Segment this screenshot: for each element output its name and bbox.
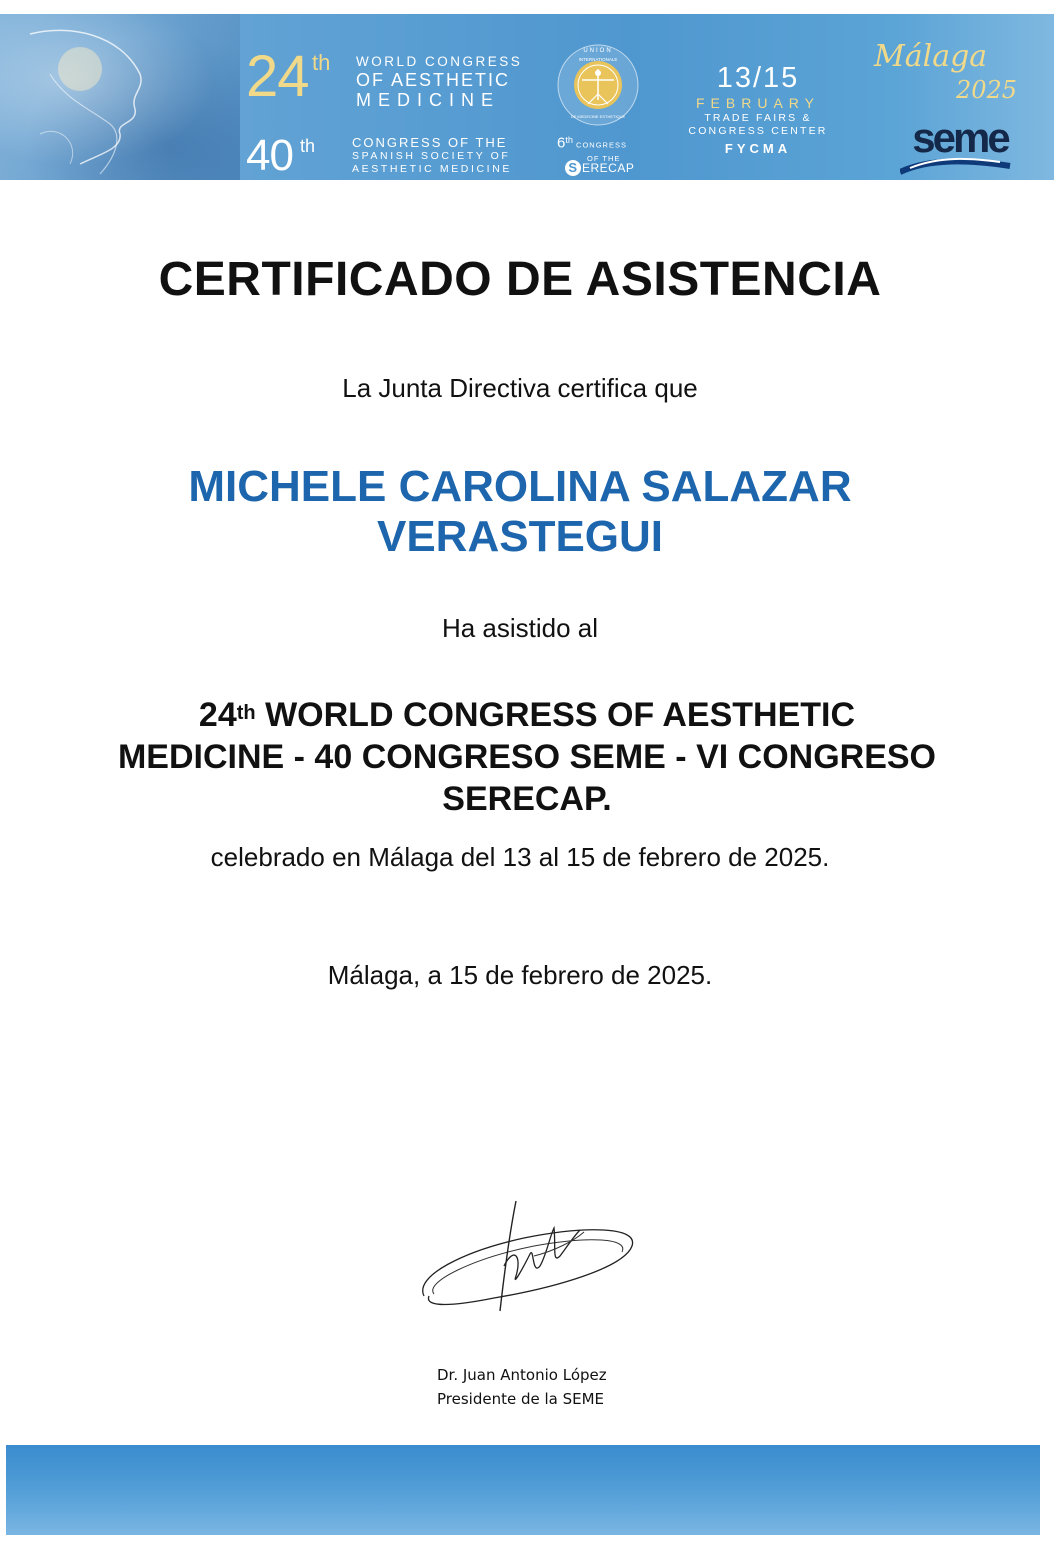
event-line-1-rest: WORLD CONGRESS OF AESTHETIC	[255, 696, 856, 734]
ss-line-2: SPANISH SOCIETY OF	[352, 150, 511, 162]
event-num: 24	[198, 696, 237, 734]
sixth-label: CONGRESS	[576, 140, 627, 150]
vitruvian-union-logo	[555, 42, 641, 128]
union-top-text: UNION	[583, 48, 613, 54]
malaga-script-text: Málaga	[874, 39, 988, 74]
spanish-society-text	[352, 136, 552, 176]
seme-logo-text: seme	[912, 114, 1008, 161]
num-24-suffix: th	[312, 50, 331, 75]
venue-short: FYCMA	[724, 141, 792, 156]
venue-line-2: CONGRESS CENTER	[688, 125, 828, 137]
footer-band	[6, 1445, 1040, 1535]
wc-line-3: MEDICINE	[356, 90, 501, 110]
attendee-name-line-1: MICHELE CAROLINA SALAZAR	[188, 462, 852, 511]
sixth-label-2: OF THE	[587, 153, 621, 163]
signatory-block	[437, 1363, 607, 1411]
serecap-logo	[565, 160, 634, 176]
date-range: 13/15	[716, 62, 800, 94]
event-line-1	[40, 694, 1014, 736]
event-line-3: SERECAP.	[442, 780, 612, 818]
signatory-role: Presidente de la SEME	[437, 1390, 605, 1408]
month-label: FEBRUARY	[696, 95, 820, 111]
signatory-name: Dr. Juan Antonio López	[437, 1366, 607, 1384]
serecap-rest: ERECAP	[582, 161, 635, 175]
place-date-text: Málaga, a 15 de febrero de 2025.	[327, 960, 713, 990]
ss-line-1: CONGRESS OF THE	[352, 135, 508, 150]
sixth-sup: th	[565, 135, 573, 145]
serecap-initial: S	[565, 160, 581, 176]
event-title	[40, 694, 1014, 820]
event-line-2: MEDICINE - 40 CONGRESO SEME - VI CONGRESO	[117, 738, 936, 776]
num-40: 40	[246, 131, 293, 180]
header-banner	[0, 14, 1054, 180]
held-text: celebrado en Málaga del 13 al 15 de febrero de 2025.	[210, 842, 830, 872]
event-num-suffix: th	[236, 702, 256, 724]
certificate-title: CERTIFICADO DE ASISTENCIA	[158, 253, 882, 306]
wc-line-2: OF AESTHETIC	[356, 70, 511, 90]
world-congress-text	[356, 54, 546, 110]
venue-line-1: TRADE FAIRS &	[704, 112, 812, 124]
wc-line-1: WORLD CONGRESS	[356, 54, 523, 69]
attendee-name-line-2: VERASTEGUI	[376, 512, 664, 561]
sixth-num: 6	[557, 134, 566, 152]
attendee-name	[40, 462, 1000, 562]
num-24: 24	[246, 44, 309, 109]
event-dates	[676, 62, 840, 160]
seme-logo	[900, 110, 1020, 180]
attended-text: Ha asistido al	[441, 613, 599, 643]
handwritten-signature	[404, 1196, 654, 1326]
union-ring-text: INTERNATIONALE	[578, 57, 618, 62]
union-bottom-text: DE MEDECINE ESTHETIQUE	[570, 114, 626, 119]
num-40-suffix: th	[300, 136, 316, 156]
malaga-2025-script	[866, 34, 1026, 106]
face-line-art	[10, 14, 170, 180]
year-script-text: 2025	[956, 76, 1018, 104]
ss-line-3: AESTHETIC MEDICINE	[352, 163, 512, 175]
intro-text: La Junta Directiva certifica que	[342, 373, 698, 403]
